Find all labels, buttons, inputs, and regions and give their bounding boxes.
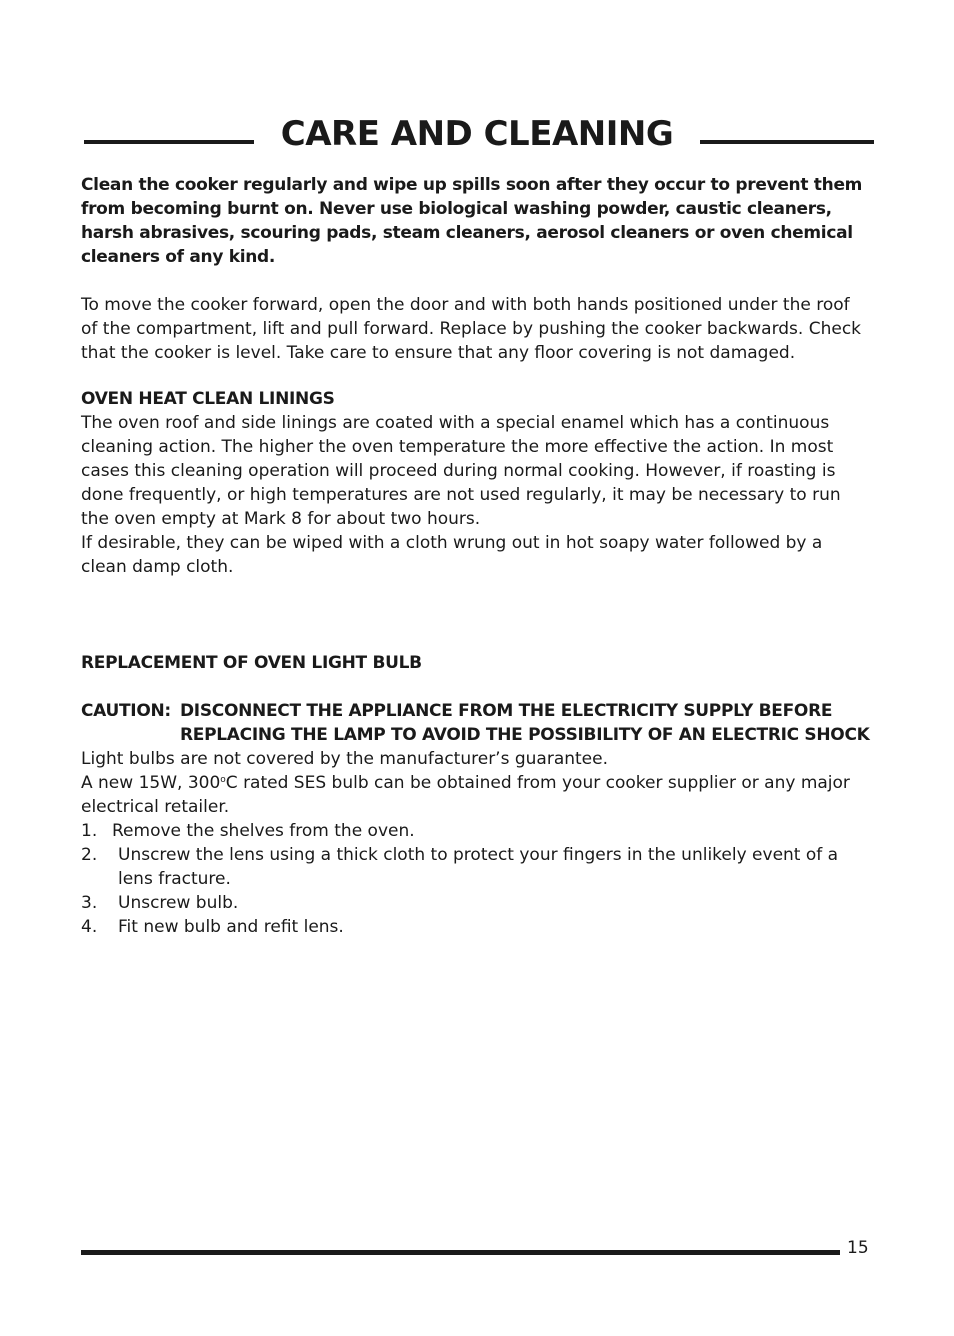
new-bulb-text-end: C rated SES bulb can be obtained from your cooker supplier or any major electrical retailer. <box>81 773 850 817</box>
step-number: 4. <box>81 917 98 937</box>
footer-rule <box>81 1250 840 1255</box>
new-bulb-paragraph <box>81 771 871 819</box>
caution-label: CAUTION: <box>81 701 171 721</box>
step-text: Fit new bulb and refit lens. <box>118 917 344 937</box>
step-text: Unscrew the lens using a thick cloth to protect your fingers in the unlikely event of a lens fracture. <box>118 845 839 889</box>
new-bulb-text-start: A new 15W, 300 <box>81 773 221 793</box>
page-number: 15 <box>847 1238 869 1258</box>
bulb-steps-list <box>81 819 871 939</box>
linings-wipe-paragraph: If desirable, they can be wiped with a cloth wrung out in hot soapy water followed by a clean damp cloth. <box>81 533 823 577</box>
page-content <box>81 173 871 939</box>
step-number: 1. <box>81 821 98 841</box>
degree-symbol: o <box>220 775 226 785</box>
title-rule-left <box>84 140 254 144</box>
caution-text: DISCONNECT THE APPLIANCE FROM THE ELECTRICITY SUPPLY BEFORE REPLACING THE LAMP TO AVOID THE POSSIBILITY OF AN ELECTRIC SHOCK <box>180 701 870 745</box>
bulb-section <box>81 651 871 939</box>
step-number: 2. <box>81 845 98 865</box>
move-cooker-paragraph: To move the cooker forward, open the door and with both hands positioned under the roof of the compartment, lift and pull forward. Replace by pushing the cooker backwards. Check that the cooker is level. Take care to ensure that any floor covering is not damaged. <box>81 295 862 363</box>
guarantee-note: Light bulbs are not covered by the manufacturer’s guarantee. <box>81 749 608 769</box>
linings-section <box>81 387 871 579</box>
step-text: Unscrew bulb. <box>118 893 239 913</box>
linings-heading: OVEN HEAT CLEAN LININGS <box>81 389 335 409</box>
step-text: Remove the shelves from the oven. <box>112 821 415 841</box>
list-item <box>81 891 871 915</box>
intro-warning: Clean the cooker regularly and wipe up spills soon after they occur to prevent them from becoming burnt on. Never use biological washing powder, caustic cleaners, harsh abrasives, scouring pads, steam cleaners, aerosol cleaners or oven chemical cleaners of any kind. <box>81 175 863 267</box>
page-title: CARE AND CLEANING <box>280 114 674 154</box>
step-number: 3. <box>81 893 98 913</box>
list-item <box>81 915 871 939</box>
title-rule-right <box>700 140 874 144</box>
bulb-heading: REPLACEMENT OF OVEN LIGHT BULB <box>81 653 422 673</box>
list-item <box>81 819 871 843</box>
caution-notice <box>81 699 871 747</box>
list-item <box>81 843 871 891</box>
title-row <box>84 112 874 158</box>
linings-paragraph: The oven roof and side linings are coated with a special enamel which has a continuous cleaning action. The higher the oven temperature the more effective the action. In most cases this cleaning operation will proceed during normal cooking. However, if roasting is done frequently, or high temperatures are not used regularly, it may be necessary to run the oven empty at Mark 8 for about two hours. <box>81 413 841 529</box>
